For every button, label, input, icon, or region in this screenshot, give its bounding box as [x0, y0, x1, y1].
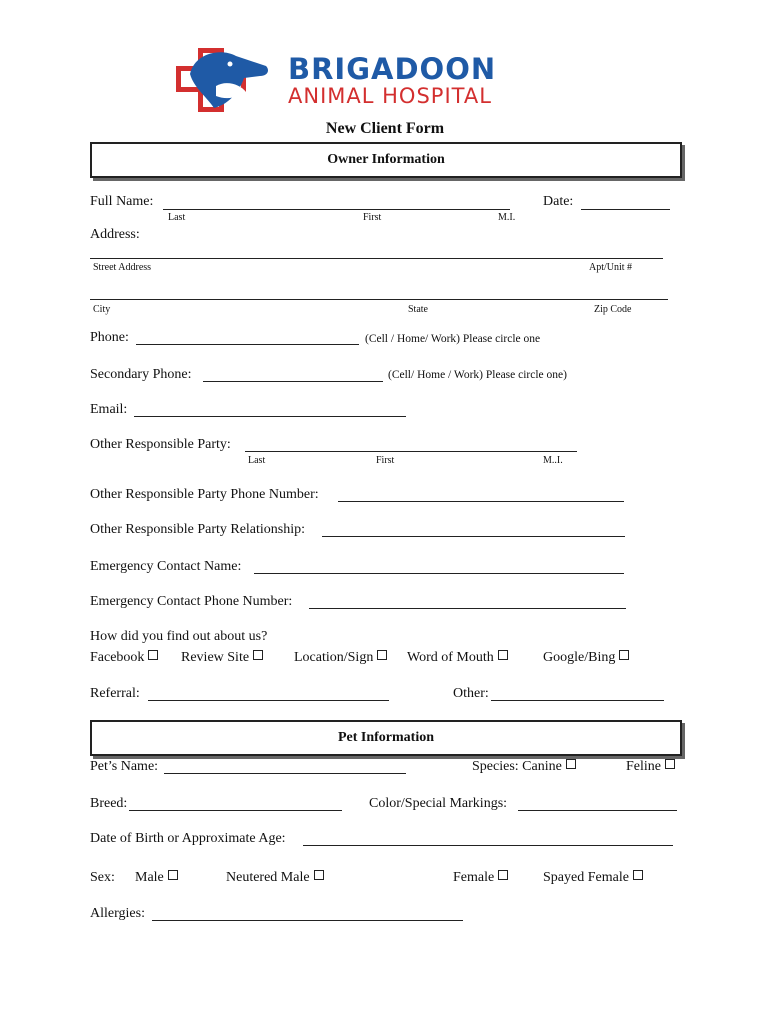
- referral-label: Referral:: [90, 686, 140, 701]
- breed-label: Breed:: [90, 796, 128, 811]
- pet-name-label: Pet’s Name:: [90, 759, 159, 774]
- species-canine-label: Species: Canine: [472, 759, 562, 774]
- full-name-label: Full Name:: [90, 194, 154, 209]
- spayed-female-checkbox[interactable]: [633, 870, 643, 880]
- other-party-last-sub: Last: [248, 455, 266, 466]
- other-party-field[interactable]: [245, 451, 577, 452]
- zip-code-sub: Zip Code: [594, 304, 632, 315]
- sex-female-label: Female: [453, 870, 495, 885]
- emergency-contact-phone-label: Emergency Contact Phone Number:: [90, 594, 293, 609]
- emergency-contact-name-field[interactable]: [254, 573, 624, 574]
- referral-question: How did you find out about us?: [90, 629, 268, 644]
- option-facebook-label: Facebook: [90, 650, 145, 665]
- email-label: Email:: [90, 402, 128, 417]
- other-party-phone-label: Other Responsible Party Phone Number:: [90, 487, 319, 502]
- option-word-of-mouth-label: Word of Mouth: [407, 650, 494, 665]
- species-feline-label: Feline: [626, 759, 661, 774]
- option-location-sign[interactable]: [294, 650, 387, 666]
- pet-section-title: Pet Information: [337, 730, 435, 745]
- option-location-sign-label: Location/Sign: [294, 650, 374, 665]
- facebook-checkbox[interactable]: [148, 650, 158, 660]
- street-address-field[interactable]: [90, 258, 663, 259]
- hospital-logo: [170, 44, 610, 116]
- option-word-of-mouth[interactable]: [407, 650, 508, 666]
- sex-neutered-male-option[interactable]: [226, 870, 324, 886]
- google-bing-checkbox[interactable]: [619, 650, 629, 660]
- species-canine-option[interactable]: [472, 759, 576, 775]
- phone-note: (Cell / Home/ Work) Please circle one: [365, 333, 541, 345]
- other-label: Other:: [453, 686, 489, 701]
- dob-field[interactable]: [303, 845, 673, 846]
- full-name-last-sub: Last: [168, 212, 186, 223]
- option-google-bing-label: Google/Bing: [543, 650, 616, 665]
- logo-name-line2: ANIMAL HOSPITAL: [288, 84, 492, 108]
- pet-section-header: [90, 720, 682, 756]
- other-party-label: Other Responsible Party:: [90, 437, 231, 452]
- emergency-contact-phone-field[interactable]: [309, 608, 626, 609]
- phone-label: Phone:: [90, 330, 129, 345]
- state-sub: State: [408, 304, 428, 315]
- male-checkbox[interactable]: [168, 870, 178, 880]
- location-sign-checkbox[interactable]: [377, 650, 387, 660]
- other-party-relationship-field[interactable]: [322, 536, 625, 537]
- other-party-first-sub: First: [376, 455, 395, 466]
- allergies-field[interactable]: [152, 920, 463, 921]
- sex-spayed-female-label: Spayed Female: [543, 870, 629, 885]
- option-review-site-label: Review Site: [181, 650, 250, 665]
- canine-checkbox[interactable]: [566, 759, 576, 769]
- sex-male-label: Male: [135, 870, 164, 885]
- review-site-checkbox[interactable]: [253, 650, 263, 660]
- other-party-relationship-label: Other Responsible Party Relationship:: [90, 522, 306, 537]
- pet-name-field[interactable]: [164, 773, 406, 774]
- allergies-label: Allergies:: [90, 906, 145, 921]
- city-sub: City: [93, 304, 111, 315]
- option-facebook[interactable]: [90, 650, 158, 666]
- full-name-field[interactable]: [163, 209, 510, 210]
- email-field[interactable]: [134, 416, 406, 417]
- female-checkbox[interactable]: [498, 870, 508, 880]
- sex-spayed-female-option[interactable]: [543, 870, 643, 886]
- form-title: New Client Form: [325, 120, 445, 137]
- secondary-phone-note: (Cell/ Home / Work) Please circle one): [388, 369, 567, 381]
- color-markings-field[interactable]: [518, 810, 677, 811]
- secondary-phone-label: Secondary Phone:: [90, 367, 192, 382]
- secondary-phone-field[interactable]: [203, 381, 383, 382]
- sex-label: Sex:: [90, 870, 115, 885]
- full-name-first-sub: First: [363, 212, 382, 223]
- apt-unit-sub: Apt/Unit #: [589, 262, 633, 273]
- logo-name-line1: BRIGADOON: [288, 52, 497, 86]
- street-address-sub: Street Address: [93, 262, 152, 273]
- sex-male-option[interactable]: [135, 870, 178, 886]
- date-label: Date:: [543, 194, 574, 209]
- dob-label: Date of Birth or Approximate Age:: [90, 831, 286, 846]
- referral-field[interactable]: [148, 700, 389, 701]
- feline-checkbox[interactable]: [665, 759, 675, 769]
- sex-female-option[interactable]: [453, 870, 508, 886]
- cross-dog-logo-icon: [170, 44, 280, 116]
- color-markings-label: Color/Special Markings:: [369, 796, 508, 811]
- other-party-mi-sub: M..I.: [543, 455, 563, 466]
- word-of-mouth-checkbox[interactable]: [498, 650, 508, 660]
- full-name-mi-sub: M.I.: [498, 212, 516, 223]
- option-google-bing[interactable]: [543, 650, 629, 666]
- option-review-site[interactable]: [181, 650, 263, 666]
- sex-neutered-male-label: Neutered Male: [226, 870, 310, 885]
- neutered-male-checkbox[interactable]: [314, 870, 324, 880]
- city-state-zip-field[interactable]: [90, 299, 668, 300]
- date-field[interactable]: [581, 209, 670, 210]
- owner-section-header: [90, 142, 682, 178]
- breed-field[interactable]: [129, 810, 342, 811]
- species-feline-option[interactable]: [626, 759, 675, 775]
- owner-section-title: Owner Information: [327, 152, 445, 167]
- other-field[interactable]: [491, 700, 664, 701]
- other-party-phone-field[interactable]: [338, 501, 624, 502]
- phone-field[interactable]: [136, 344, 359, 345]
- emergency-contact-name-label: Emergency Contact Name:: [90, 559, 242, 574]
- address-label: Address:: [90, 227, 140, 242]
